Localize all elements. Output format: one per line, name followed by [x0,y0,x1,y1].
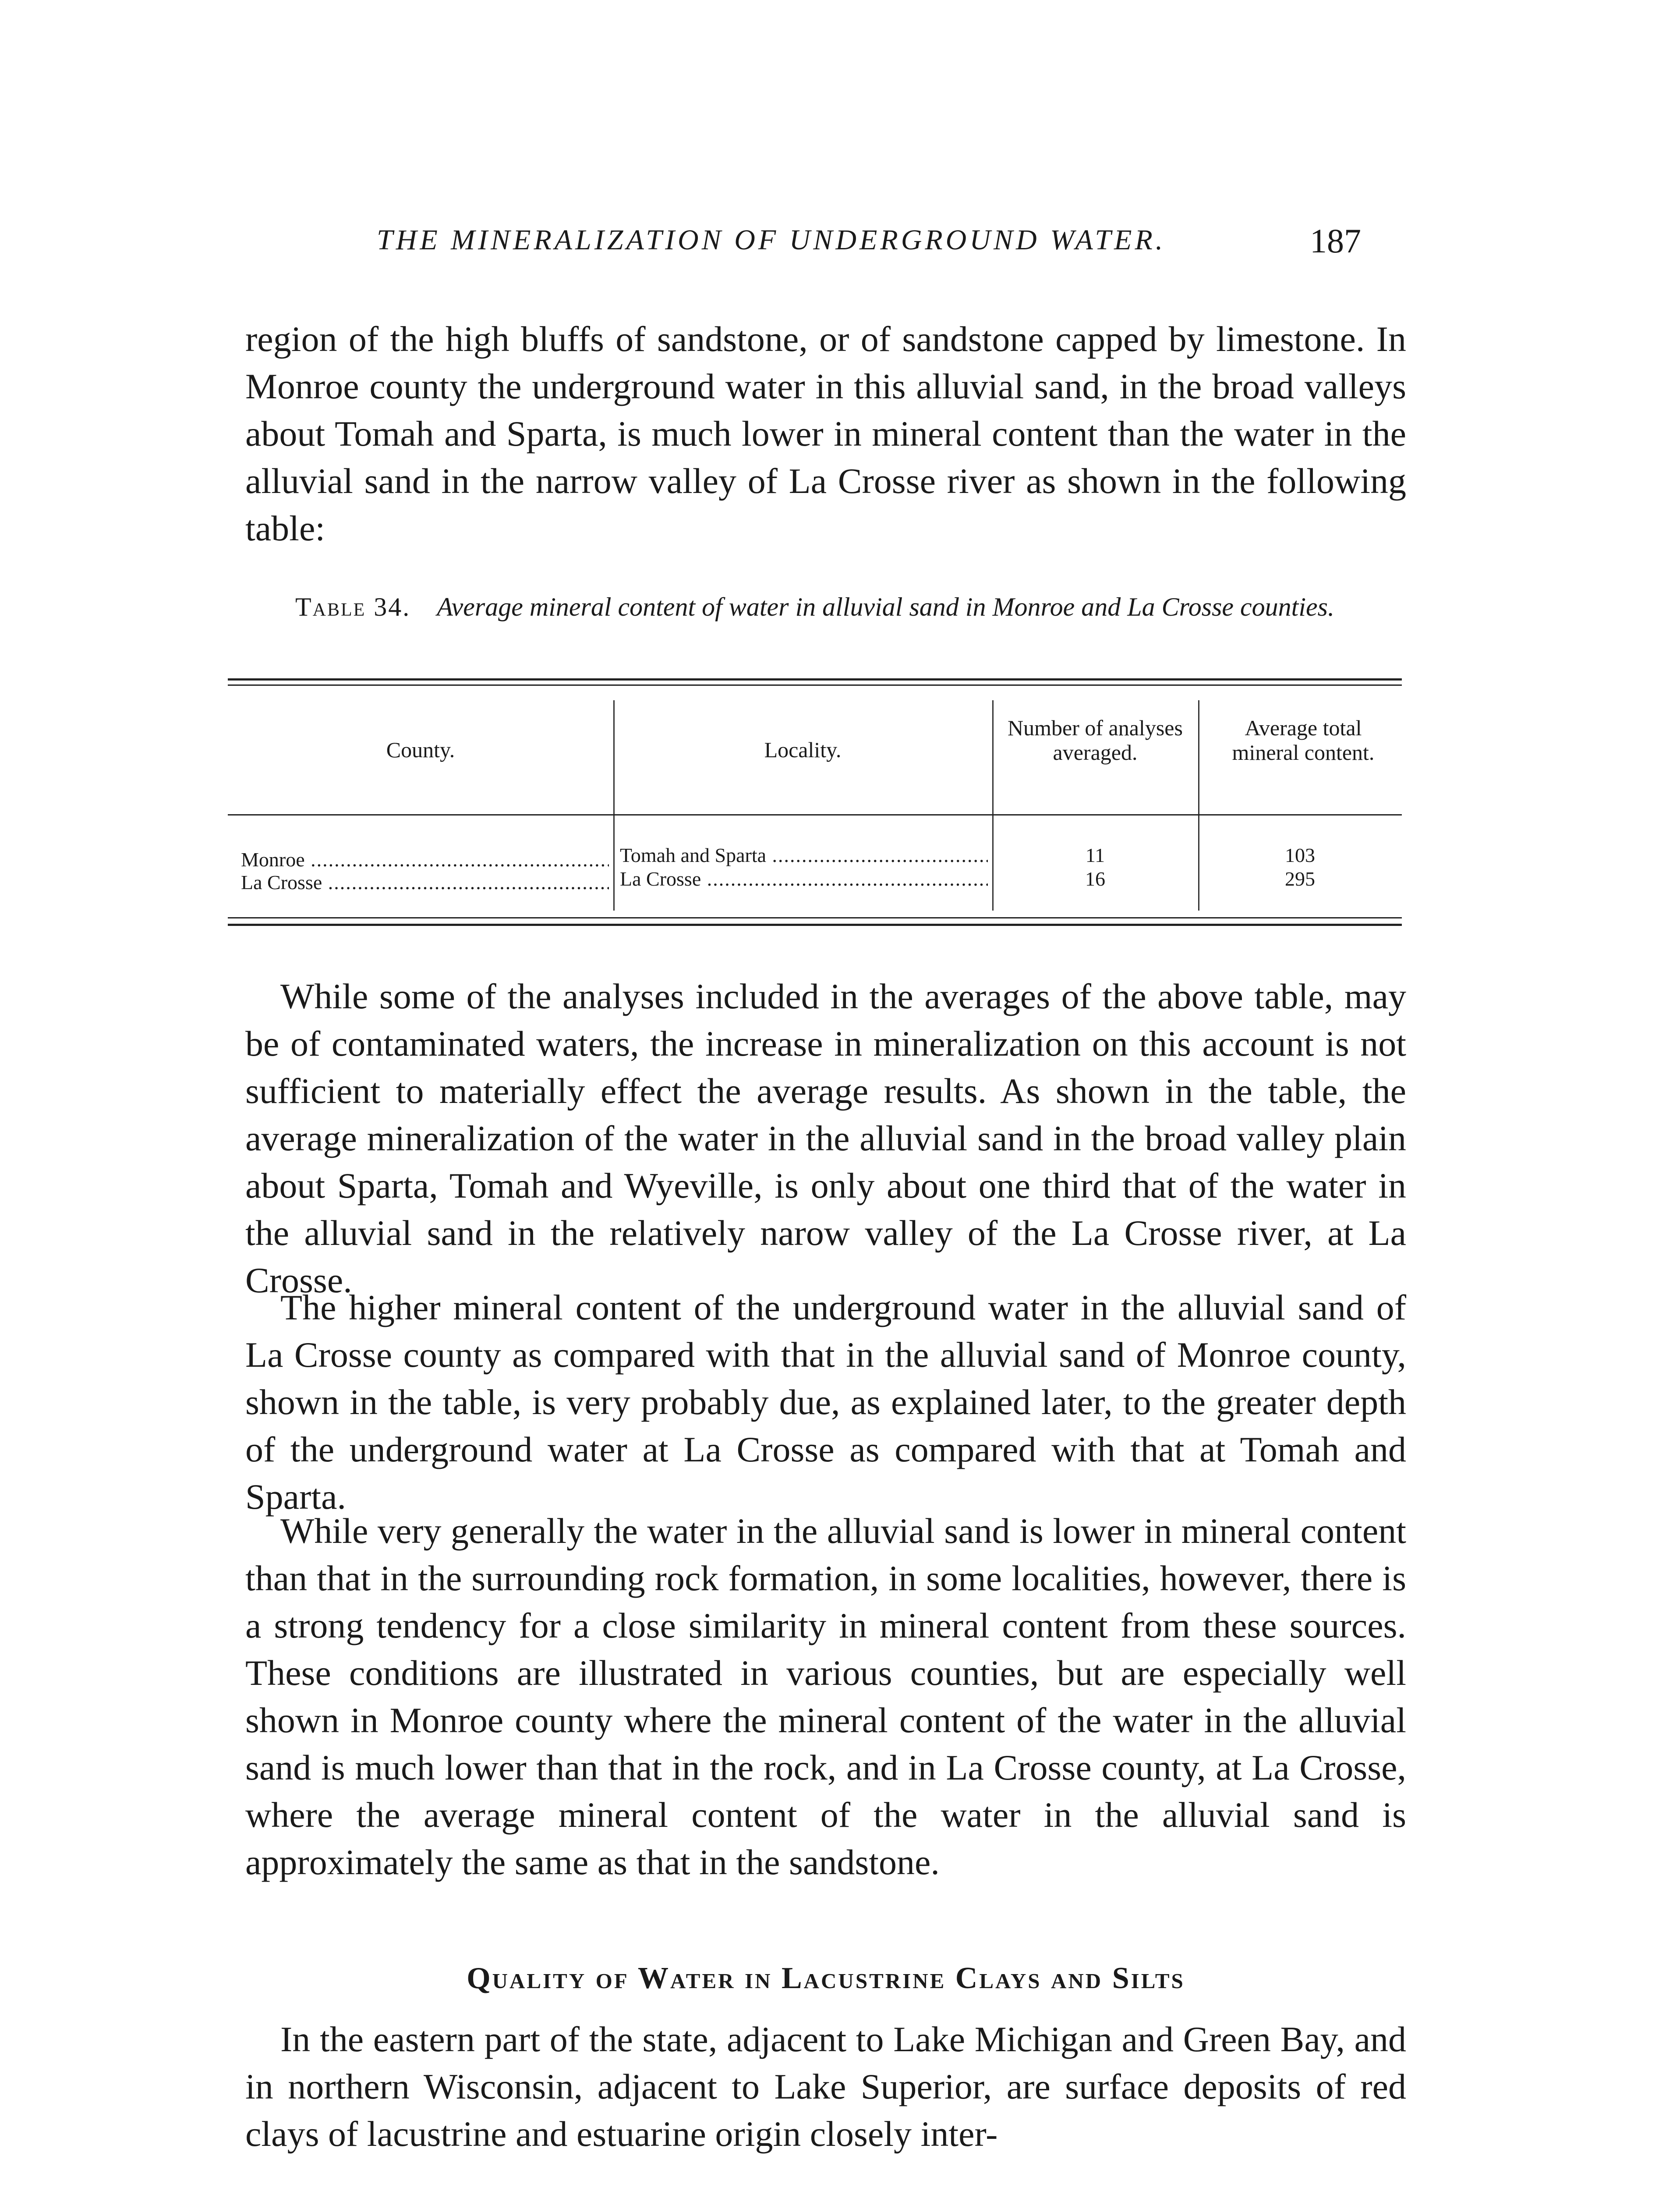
header-separator [228,814,1402,815]
header-mineral: Average total mineral content. [1232,716,1375,765]
paragraph-eastern: In the eastern part of the state, adjacent to Lake Michigan and Green Bay, and in northern Wisconsin, adjacent to Lake Superior, are surface deposits of red clays of lacustrine and estuarine origin closely inter- [245,2019,1406,2154]
table-bottom-rule-inner [228,917,1402,918]
page-number: 187 [1310,222,1361,260]
cell-mineral: 103 [1285,844,1315,866]
header-analyses: Number of analyses averaged. [1008,716,1183,765]
cell-analyses: 11 [1085,844,1105,866]
column-divider [613,700,615,911]
table-top-rule-inner [228,684,1402,686]
cell-locality: Tomah and Sparta ..... [620,844,988,867]
header-locality: Locality. [764,737,842,762]
cell-mineral: 295 [1285,868,1315,890]
cell-locality: La Crosse ..... [620,868,988,890]
table-title: Average mineral content of water in alluvial sand in Monroe and La Crosse counties. [437,592,1334,621]
paragraph-general: While very generally the water in the alluvial sand is lower in mineral content than that in the surrounding rock formation, in some localities, however, there is a strong tendency for a close similarity in mineral content from these sources. These conditions are illustrated in various counties, but are especially well shown in Monroe county where the mineral content of the water in the alluvial sand is much lower than that in the rock, and in La Crosse county, at La Crosse, where the average mineral content of the water in the alluvial sand is approximately the same as that in the sandstone. [245,1511,1406,1882]
cell-county: Monroe ..... [241,848,609,871]
cell-analyses: 16 [1085,868,1105,890]
paragraph-higher-content: The higher mineral content of the underground water in the alluvial sand of La Crosse county as compared with that in the alluvial sand of Monroe county, shown in the table, is very probably due, as explained later, to the greater depth of the underground water at La Crosse as compared with that at Tomah and Sparta. [245,1287,1406,1517]
table-caption [228,589,1402,624]
paragraph-intro: region of the high bluffs of sandstone, or of sandstone capped by limestone. In Monroe county the underground water in this alluvial sand, in the broad valleys about Tomah and Sparta, is much lower in mineral content than the water in the alluvial sand in the narrow valley of La Crosse river as shown in the following table: [245,319,1406,548]
table-label: Table 34. [295,592,411,621]
paragraph-analyses: While some of the analyses included in the averages of the above table, may be of contaminated waters, the increase in mineralization on this account is not sufficient to materially effect the average results. As shown in the table, the average mineralization of the water in the alluvial sand in the broad valley plain about Sparta, Tomah and Wyeville, is only about one third that of the water in the alluvial sand in the relatively narow valley of the La Crosse river, at La Crosse. [245,976,1406,1300]
section-heading: Quality of Water in Lacustrine Clays and Silts [467,1961,1185,1995]
table-bottom-rule [228,924,1402,926]
cell-county: La Crosse ..... [241,871,609,894]
table-top-rule [228,678,1402,681]
running-title: THE MINERALIZATION OF UNDERGROUND WATER. [377,224,1166,256]
data-table [228,678,1402,941]
header-county: County. [386,737,455,762]
